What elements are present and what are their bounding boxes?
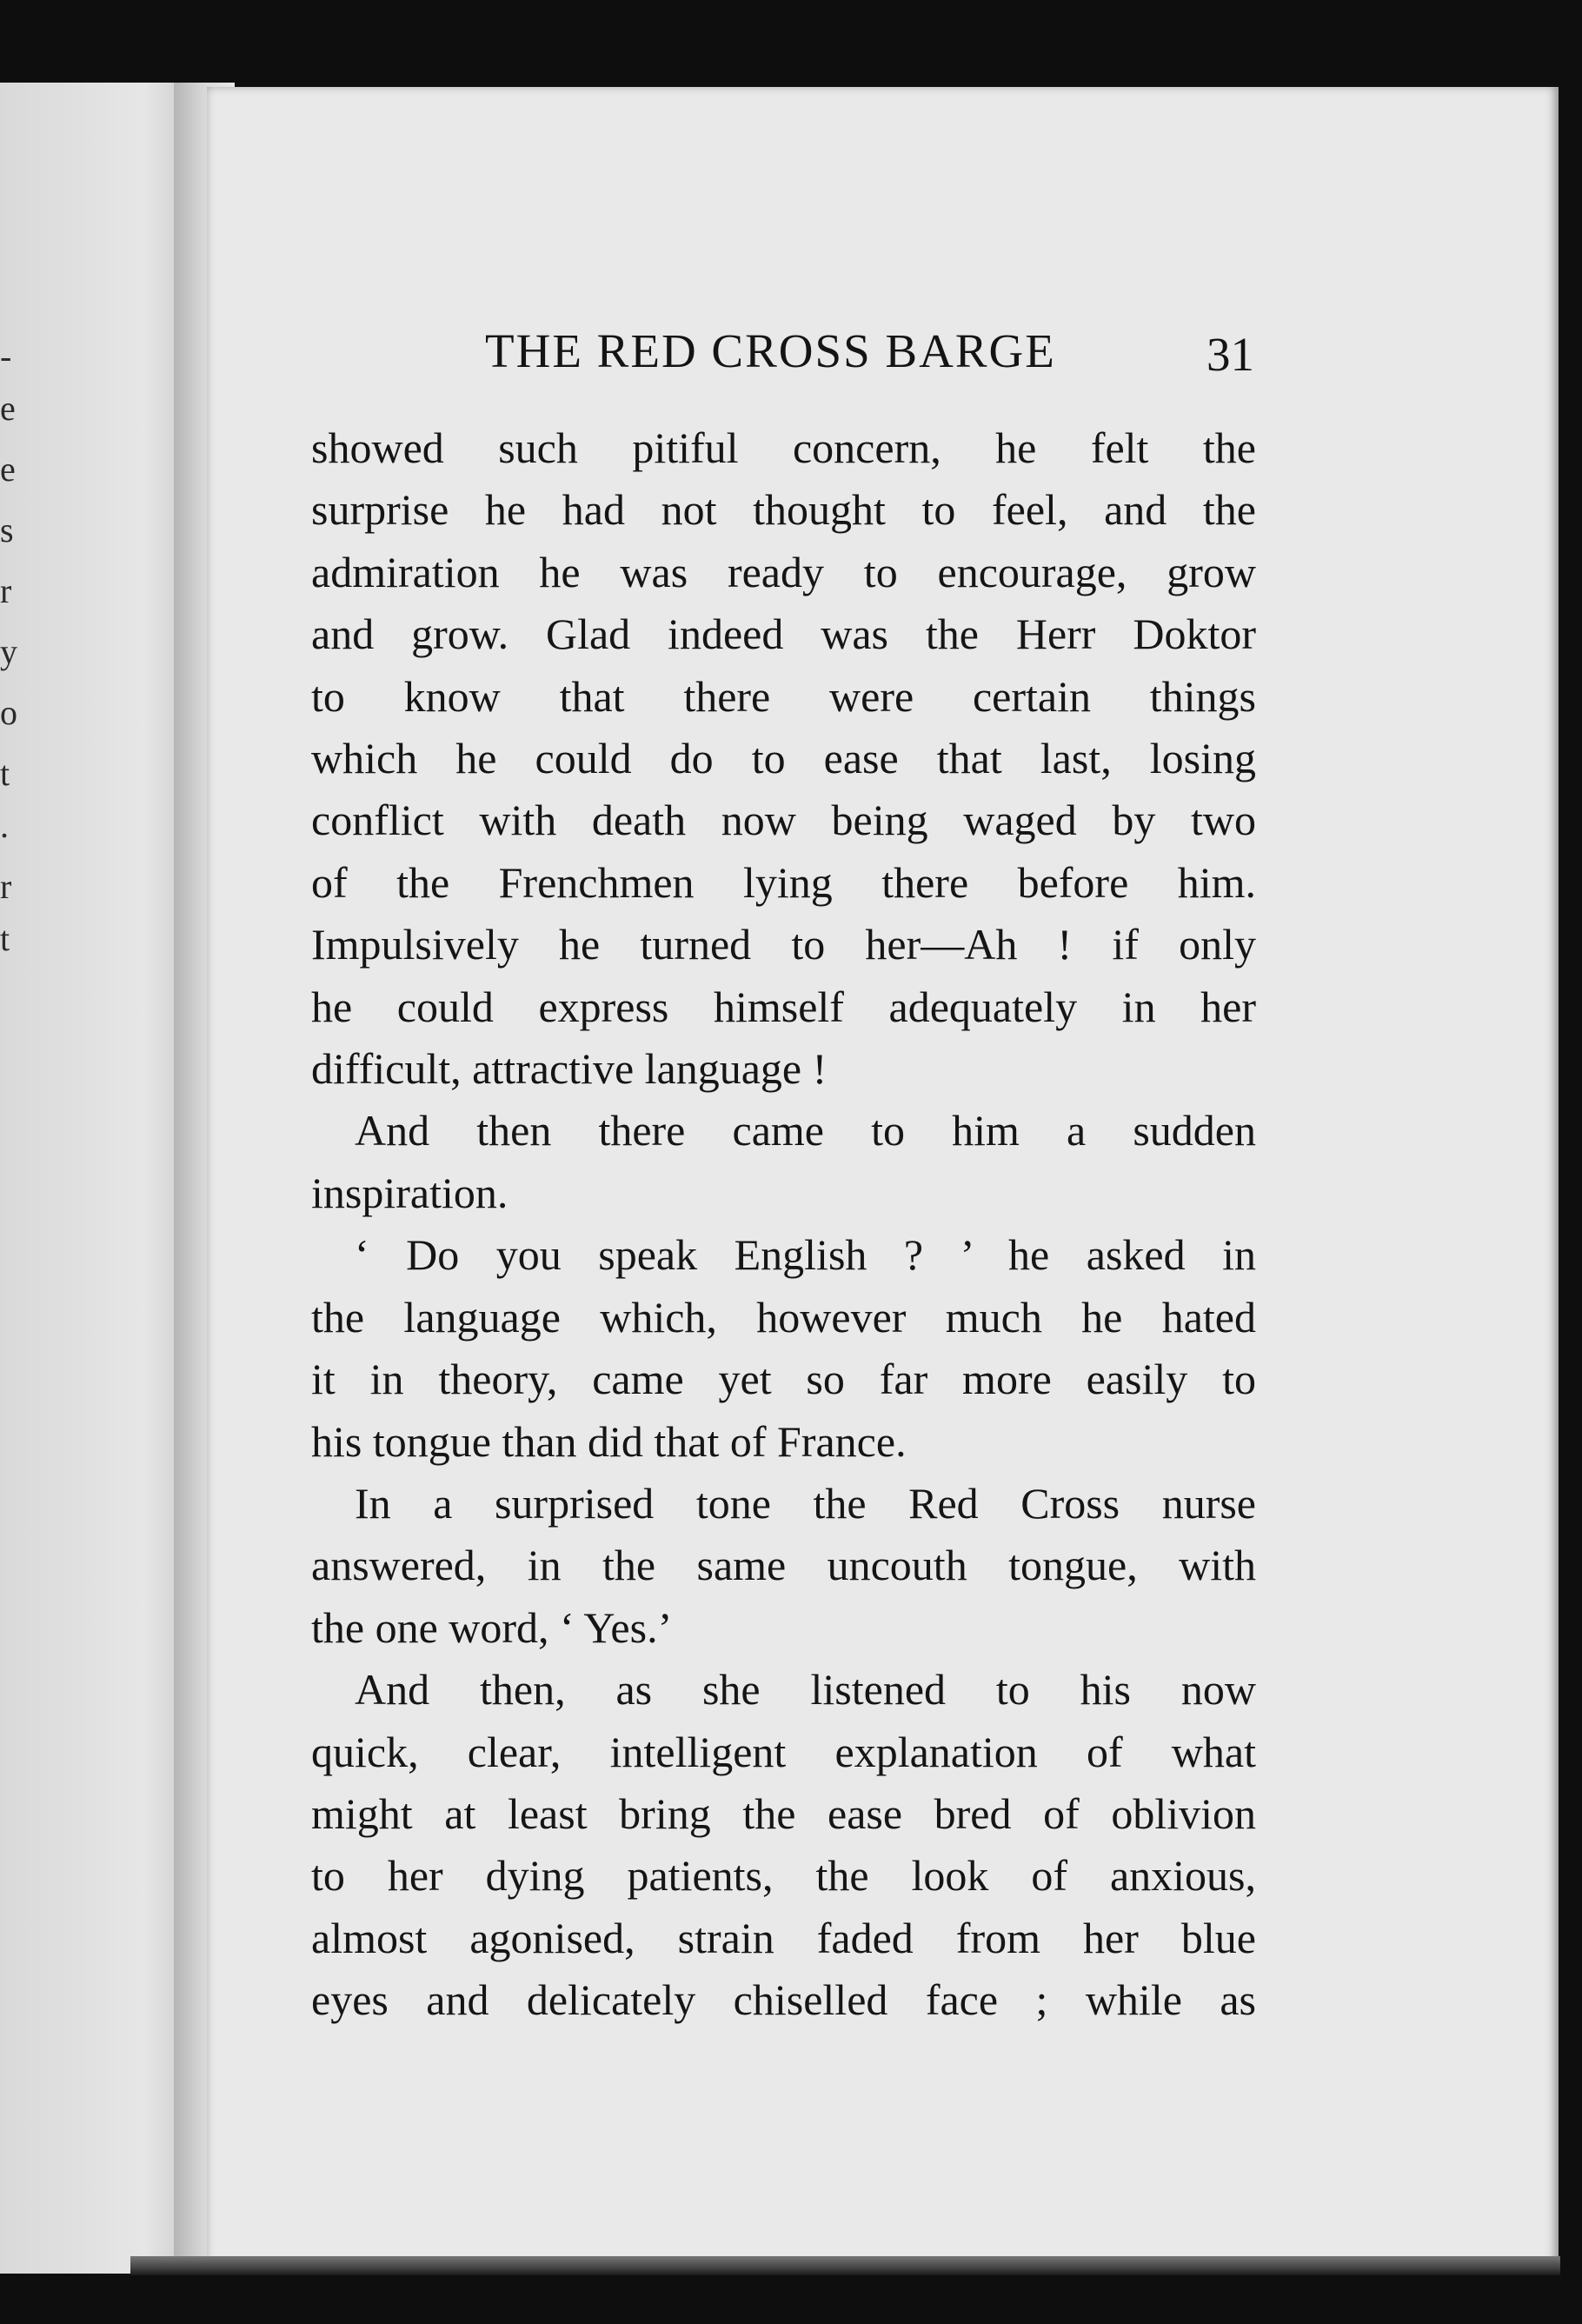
paragraph [311,1659,1256,2031]
paragraph [311,1100,1256,1224]
text-line: the one word, ‘ Yes.’ [311,1602,673,1652]
text-line: admiration he was ready to encourage, grow [311,547,1256,596]
facing-mark: e [0,389,16,428]
text-line: difficult, attractive language ! [311,1044,828,1094]
body-text [311,417,1256,2032]
page-bottom-edge [130,2256,1560,2275]
facing-mark: r [0,867,12,906]
text-line: And then, as she listened to his now [355,1665,1256,1715]
text-line: showed such pitiful concern, he felt the [311,423,1256,472]
text-line: ‘ Do you speak English ? ’ he asked in [355,1230,1256,1280]
text-line: answered, in the same uncouth tongue, with [311,1541,1256,1590]
text-line: the language which, however much he hated [311,1292,1256,1342]
facing-mark: - [0,336,12,376]
facing-mark: . [0,806,9,845]
text-line: to her dying patients, the look of anxious, [311,1851,1256,1901]
facing-mark: r [0,571,12,610]
text-line: he could express himself adequately in her [311,982,1256,1031]
running-head [207,323,1559,384]
facing-page-text-fragments [0,83,17,2274]
text-line: quick, clear, intelligent explanation of what [311,1727,1256,1776]
book-page [207,87,1559,2269]
facing-mark: o [0,693,17,732]
facing-mark: s [0,510,14,549]
text-line: conflict with death now being waged by two [311,796,1256,845]
text-line: And then there came to him a sudden [355,1106,1256,1155]
facing-mark: y [0,632,17,671]
facing-mark: t [0,754,10,793]
facing-mark: t [0,919,10,958]
text-line: In a surprised tone the Red Cross nurse [355,1478,1256,1528]
facing-mark: e [0,449,16,489]
text-line: surprise he had not thought to feel, and the [311,485,1256,535]
paragraph [311,1224,1256,1473]
text-line: might at least bring the ease bred of oblivion [311,1788,1256,1838]
page-number: 31 [1206,328,1254,381]
text-line: his tongue than did that of France. [311,1416,907,1466]
text-line: eyes and delicately chiselled face ; while as [311,1975,1256,2025]
paragraph [311,1473,1256,1659]
text-line: almost agonised, strain faded from her blue [311,1913,1256,1962]
paragraph [311,417,1256,1100]
text-line: inspiration. [311,1168,508,1217]
text-line: and grow. Glad indeed was the Herr Doktor [311,609,1256,659]
text-line: which he could do to ease that last, losing [311,734,1256,783]
text-line: of the Frenchmen lying there before him. [311,857,1256,907]
text-line: to know that there were certain things [311,671,1256,721]
running-title: THE RED CROSS BARGE [485,324,1056,377]
text-line: Impulsively he turned to her—Ah ! if only [311,920,1256,969]
text-line: it in theory, came yet so far more easily to [311,1355,1256,1404]
